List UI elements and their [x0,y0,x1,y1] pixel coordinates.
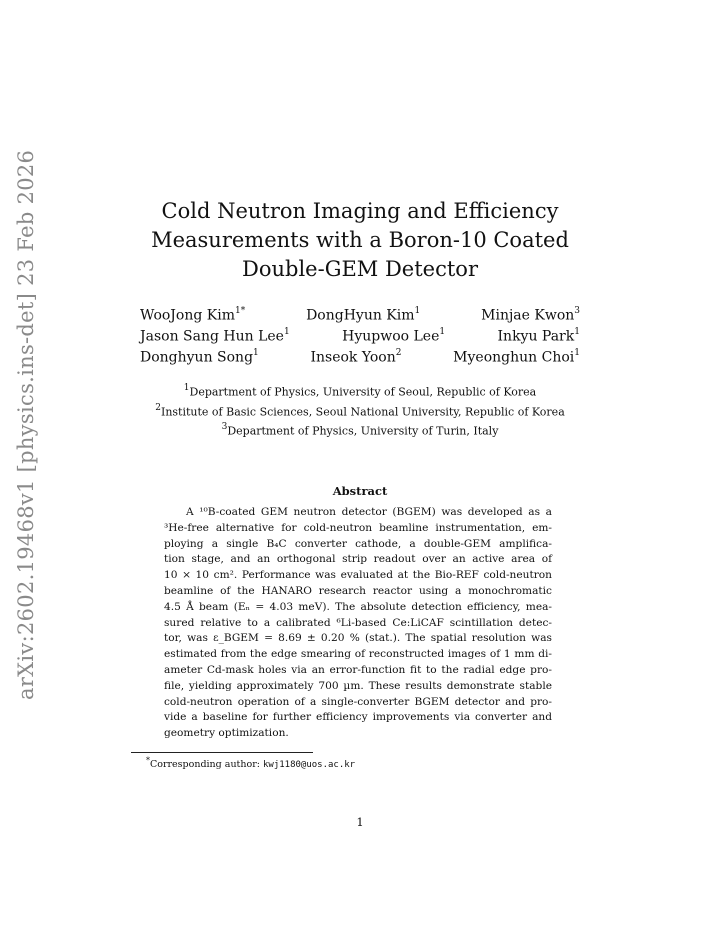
abstract-line: estimated from the edge smearing of reconstructed images of 1 mm di- [164,648,552,661]
abstract-line: sured relative to a calibrated ⁶Li-based Ce:LiCAF scintillation detec- [164,616,552,629]
author: Donghyun Song$^1$ [140,348,259,366]
corresponding-email[interactable]: kwj1180@uos.ac.kr [262,760,356,771]
arxiv-identifier-stamp: arXiv:2602.19468v1 [physics.ins-det] 23 Feb 2026 [14,149,38,700]
author: Myeonghun Choi$^1$ [453,348,580,366]
abstract-line: geometry optimization. [164,727,289,740]
title-line: Measurements with a Boron-10 Coated [151,228,569,252]
paper-title [130,197,590,284]
author: Hyupwoo Lee$^1$ [342,327,446,345]
abstract-line: ³He-free alternative for cold-neutron beamline instrumentation, em- [164,521,552,534]
author-row [140,323,580,344]
abstract-line: beamline of the HANARO research reactor using a monochromatic [164,584,552,597]
author: WooJong Kim$^{1*}$ [140,306,246,324]
abstract-line: ploying a single B₄C converter cathode, a double-GEM amplifica- [164,537,552,550]
author: DongHyun Kim$^1$ [306,306,421,324]
author: Jason Sang Hun Lee$^1$ [140,327,290,345]
abstract-line: ameter Cd-mask holes via an error-function fit to the radial edge pro- [164,663,552,676]
title-line: Double-GEM Detector [242,257,478,281]
abstract-line: vide a baseline for further efficiency improvements via converter and [164,711,552,724]
abstract-body [164,505,552,742]
abstract-line: cold-neutron operation of a single-converter BGEM detector and pro- [164,695,552,708]
abstract-line: tion stage, and an orthogonal strip readout over an active area of [164,553,552,566]
abstract-heading: Abstract [332,484,388,498]
author: Inkyu Park$^1$ [497,327,580,345]
footnote-rule [131,752,313,753]
author: Inseok Yoon$^2$ [310,348,402,366]
abstract-line: 4.5 Å beam (Eₙ = 4.03 meV). The absolute detection efficiency, mea- [164,600,552,613]
affiliation: $^3$Department of Physics, University of Turin, Italy [221,422,499,438]
abstract-line: 10 × 10 cm². Performance was evaluated at the Bio-REF cold-neutron [164,569,552,582]
author: Minjae Kwon$^3$ [481,306,580,324]
author-row [140,302,580,323]
affiliation: $^2$Institute of Basic Sciences, Seoul National University, Republic of Korea [155,402,565,419]
abstract-line: tor, was ε_BGEM = 8.69 ± 0.20 % (stat.). The spatial resolution was [164,632,552,645]
author-list [140,302,580,365]
affiliation-list [120,381,600,440]
author-row [140,344,580,365]
affiliation: $^1$Department of Physics, University of Seoul, Republic of Korea [183,383,537,399]
title-line: Cold Neutron Imaging and Efficiency [161,199,559,223]
page-number: 1 [356,815,364,829]
abstract-line: file, yielding approximately 700 µm. These results demonstrate stable [164,679,552,692]
abstract-line: A ¹⁰B-coated GEM neutron detector (BGEM) was developed as a [186,506,552,518]
corresponding-author-footnote: *Corresponding author: kwj1180@uos.ac.kr [146,756,356,771]
